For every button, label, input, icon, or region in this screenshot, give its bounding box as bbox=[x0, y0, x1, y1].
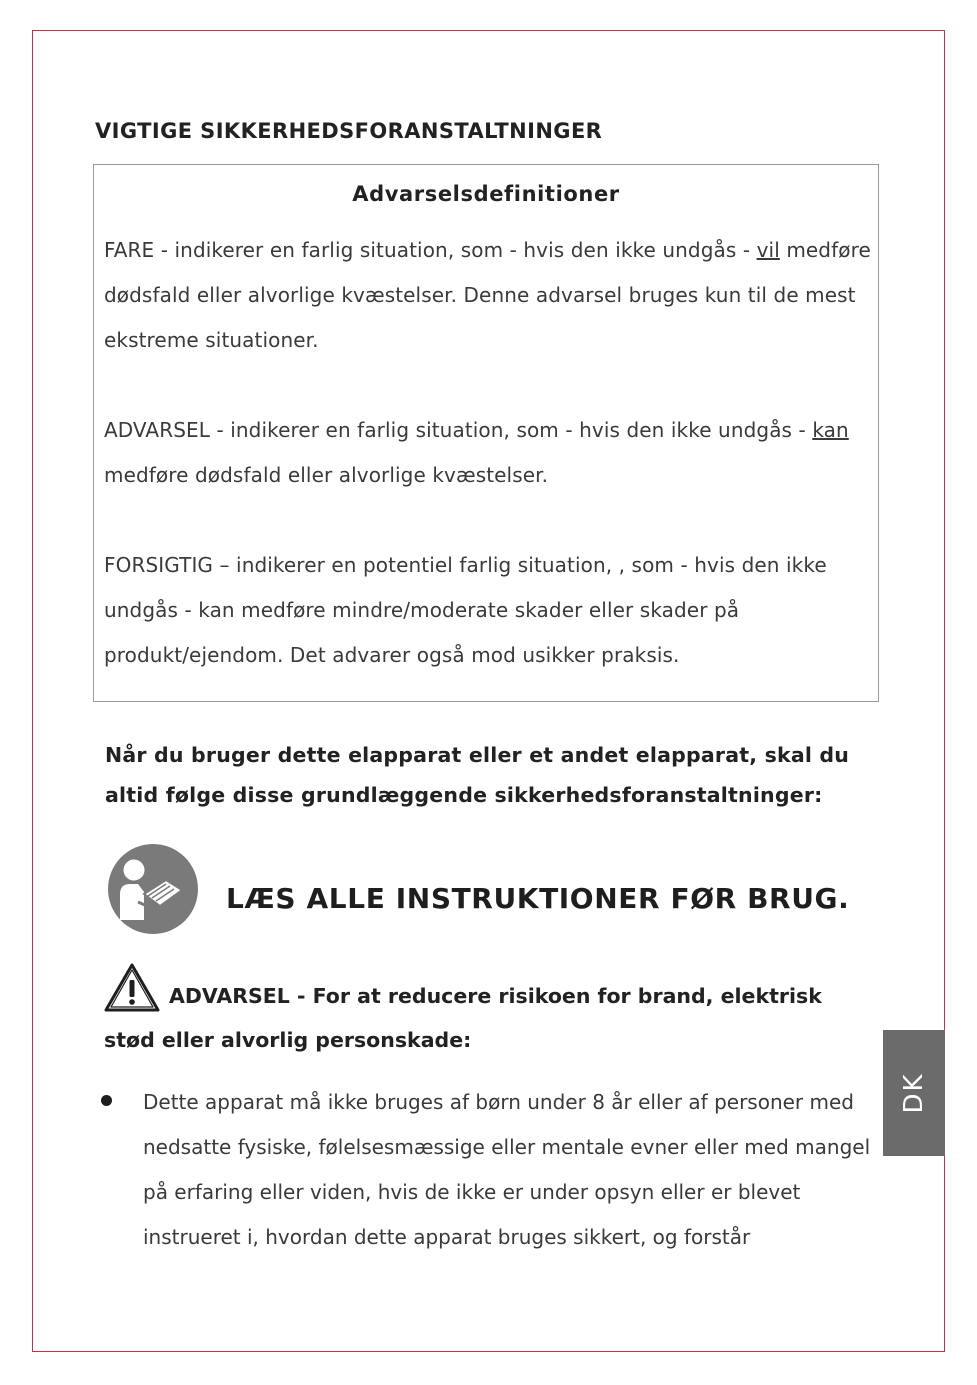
page-title: VIGTIGE SIKKERHEDSFORANSTALTNINGER bbox=[95, 119, 603, 143]
fare-emphasis: vil bbox=[756, 238, 780, 262]
warning-triangle-icon bbox=[103, 962, 161, 1014]
definition-forsigtig: FORSIGTIG – indikerer en potentiel farlig situation, , som - hvis den ikke undgås - kan medføre mindre/moderate skader eller skader på produkt/ejendom. Det advarer også mod usikker praksis. bbox=[104, 553, 827, 667]
read-manual-icon bbox=[108, 844, 198, 934]
safety-intro: Når du bruger dette elapparat eller et andet elapparat, skal du altid følge disse grundlæggende sikkerhedsforanstaltninger: bbox=[105, 743, 850, 807]
read-instructions-heading: LÆS ALLE INSTRUKTIONER FØR BRUG. bbox=[226, 882, 850, 915]
advarsel-text-start: ADVARSEL - indikerer en farlig situation, som - hvis den ikke undgås - bbox=[104, 418, 813, 442]
warning-heading-line2: stød eller alvorlig personskade: bbox=[104, 1028, 472, 1052]
fare-text-start: FARE - indikerer en farlig situation, som - hvis den ikke undgås - bbox=[104, 238, 757, 262]
warning-heading-line1: ADVARSEL - For at reducere risikoen for brand, elektrisk bbox=[169, 984, 822, 1008]
list-item: Dette apparat må ikke bruges af børn under 8 år eller af personer med nedsatte fysiske, følelsesmæssige eller mentale evner eller med mangel på erfaring eller viden, hvis de ikke er under opsyn eller er blevet instrueret i, hvordan dette apparat bruges sikkert, og forstår bbox=[143, 1090, 871, 1249]
language-tab-label: DK bbox=[899, 1072, 929, 1114]
fare-text-end: medføre dødsfald eller alvorlige kvæstelser. Denne advarsel bruges kun til de mest ekstreme situationer. bbox=[104, 238, 871, 352]
definition-fare bbox=[104, 228, 876, 363]
definitions-box bbox=[93, 164, 879, 702]
language-tab bbox=[883, 1030, 945, 1156]
advarsel-text-end: medføre dødsfald eller alvorlige kvæstelser. bbox=[104, 463, 549, 487]
definitions-title: Advarselsdefinitioner bbox=[352, 182, 620, 206]
bullet-icon bbox=[101, 1095, 112, 1106]
definition-advarsel bbox=[104, 408, 876, 498]
advarsel-emphasis: kan bbox=[812, 418, 849, 442]
